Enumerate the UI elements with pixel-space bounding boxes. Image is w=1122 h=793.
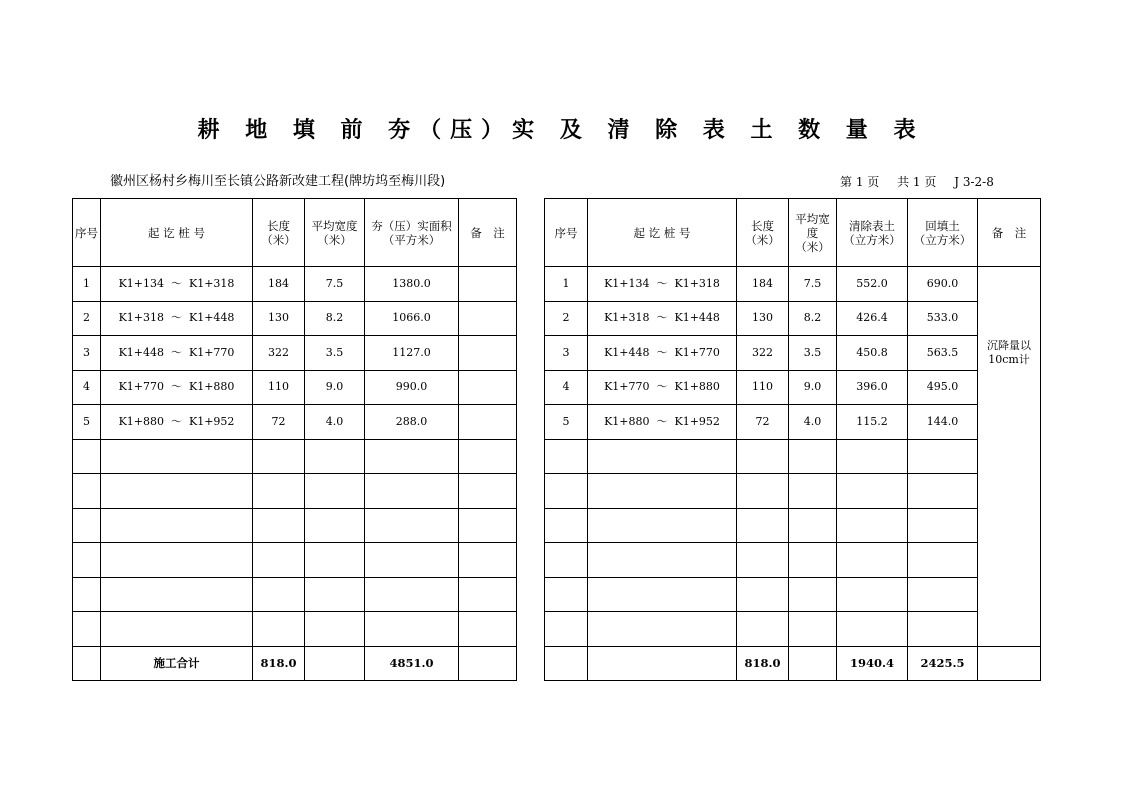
empty-cell: [73, 508, 101, 543]
page-info: [840, 174, 1008, 190]
stake-sep: ～: [171, 311, 182, 325]
total-backfill: 2425.5: [908, 646, 978, 681]
width-cell: 4.0: [789, 405, 837, 440]
stake-end: K1+770: [189, 345, 235, 359]
empty-cell: [365, 577, 459, 612]
page-total: 共 1 页: [897, 175, 937, 189]
empty-cell: [908, 612, 978, 647]
clear-cell: 552.0: [837, 267, 908, 302]
width-cell: 7.5: [305, 267, 365, 302]
empty-cell: [789, 646, 837, 681]
seq-cell: 3: [545, 336, 588, 371]
remark-note: 沉降量以 10cm计: [978, 267, 1041, 647]
backfill-cell: 144.0: [908, 405, 978, 440]
area-cell: 1127.0: [365, 336, 459, 371]
empty-cell: [908, 543, 978, 578]
stake-start: K1+770: [118, 380, 164, 394]
empty-cell: [459, 508, 517, 543]
empty-cell: [73, 474, 101, 509]
header-stake: 起 讫 桩 号: [588, 199, 737, 267]
empty-cell: [737, 439, 789, 474]
stake-range: [588, 405, 737, 440]
empty-cell: [253, 439, 305, 474]
table-row: [73, 336, 517, 371]
stake-end: K1+880: [189, 380, 235, 394]
empty-cell: [908, 577, 978, 612]
empty-cell: [101, 474, 253, 509]
clear-cell: 426.4: [837, 301, 908, 336]
remark-cell: [459, 405, 517, 440]
seq-cell: 1: [545, 267, 588, 302]
header-row: [545, 199, 1041, 267]
stake-range: [101, 336, 253, 371]
empty-row: [73, 474, 517, 509]
topsoil-table: [544, 198, 1041, 681]
stake-end: K1+448: [674, 311, 720, 325]
empty-row: [545, 612, 1041, 647]
length-cell: 184: [737, 267, 789, 302]
empty-row: [545, 508, 1041, 543]
empty-cell: [789, 508, 837, 543]
stake-sep: ～: [656, 276, 668, 290]
length-cell: 184: [253, 267, 305, 302]
header-length: 长度 （米）: [737, 199, 789, 267]
empty-cell: [789, 474, 837, 509]
stake-sep: ～: [656, 345, 668, 359]
empty-cell: [459, 439, 517, 474]
header-seq: 序号: [73, 199, 101, 267]
empty-cell: [545, 646, 588, 681]
empty-cell: [73, 577, 101, 612]
empty-cell: [305, 612, 365, 647]
stake-start: K1+880: [118, 414, 164, 428]
stake-range: [101, 267, 253, 302]
empty-cell: [545, 474, 588, 509]
total-area: 4851.0: [365, 646, 459, 681]
stake-sep: ～: [656, 380, 668, 394]
empty-cell: [908, 508, 978, 543]
empty-cell: [588, 474, 737, 509]
empty-cell: [789, 612, 837, 647]
empty-cell: [837, 474, 908, 509]
length-cell: 110: [253, 370, 305, 405]
stake-range: [588, 301, 737, 336]
backfill-cell: 563.5: [908, 336, 978, 371]
empty-cell: [253, 612, 305, 647]
stake-end: K1+318: [674, 276, 720, 290]
width-cell: 8.2: [789, 301, 837, 336]
width-cell: 7.5: [789, 267, 837, 302]
empty-row: [73, 543, 517, 578]
stake-sep: ～: [656, 414, 668, 428]
seq-cell: 5: [73, 405, 101, 440]
seq-cell: 2: [73, 301, 101, 336]
backfill-cell: 495.0: [908, 370, 978, 405]
width-cell: 4.0: [305, 405, 365, 440]
empty-cell: [588, 612, 737, 647]
stake-end: K1+770: [674, 345, 720, 359]
stake-end: K1+952: [189, 414, 235, 428]
seq-cell: 4: [545, 370, 588, 405]
table-row: [73, 405, 517, 440]
empty-cell: [73, 612, 101, 647]
stake-sep: ～: [656, 311, 668, 325]
total-row: [545, 646, 1041, 681]
empty-cell: [837, 439, 908, 474]
empty-cell: [305, 508, 365, 543]
empty-cell: [305, 543, 365, 578]
empty-cell: [101, 543, 253, 578]
length-cell: 130: [737, 301, 789, 336]
length-cell: 322: [737, 336, 789, 371]
total-clear: 1940.4: [837, 646, 908, 681]
empty-cell: [588, 646, 737, 681]
empty-cell: [737, 577, 789, 612]
seq-cell: 5: [545, 405, 588, 440]
stake-start: K1+134: [604, 276, 650, 290]
empty-cell: [837, 508, 908, 543]
empty-cell: [73, 646, 101, 681]
area-cell: 1380.0: [365, 267, 459, 302]
empty-cell: [459, 612, 517, 647]
total-label: 施工合计: [101, 646, 253, 681]
total-length: 818.0: [737, 646, 789, 681]
stake-sep: ～: [171, 380, 182, 394]
header-clear: 清除表土 （立方米）: [837, 199, 908, 267]
empty-cell: [978, 646, 1041, 681]
backfill-cell: 690.0: [908, 267, 978, 302]
empty-row: [545, 474, 1041, 509]
empty-cell: [908, 474, 978, 509]
empty-cell: [588, 543, 737, 578]
empty-row: [73, 612, 517, 647]
empty-cell: [101, 577, 253, 612]
width-cell: 8.2: [305, 301, 365, 336]
stake-end: K1+318: [189, 276, 235, 290]
empty-cell: [305, 439, 365, 474]
page-number: 第 1 页: [840, 175, 880, 189]
clear-cell: 450.8: [837, 336, 908, 371]
table-row: [73, 301, 517, 336]
backfill-cell: 533.0: [908, 301, 978, 336]
area-cell: 288.0: [365, 405, 459, 440]
header-backfill: 回填土 （立方米）: [908, 199, 978, 267]
table-row: [73, 370, 517, 405]
length-cell: 72: [737, 405, 789, 440]
table-row: [73, 267, 517, 302]
empty-row: [73, 439, 517, 474]
empty-row: [545, 543, 1041, 578]
table-row: [545, 301, 1041, 336]
header-remark: 备 注: [459, 199, 517, 267]
stake-end: K1+952: [674, 414, 720, 428]
empty-cell: [253, 474, 305, 509]
stake-start: K1+134: [118, 276, 164, 290]
empty-cell: [459, 474, 517, 509]
empty-cell: [737, 474, 789, 509]
header-length: 长度 （米）: [253, 199, 305, 267]
empty-cell: [73, 439, 101, 474]
empty-cell: [365, 543, 459, 578]
stake-range: [588, 336, 737, 371]
seq-cell: 4: [73, 370, 101, 405]
total-length: 818.0: [253, 646, 305, 681]
header-remark: 备 注: [978, 199, 1041, 267]
stake-start: K1+318: [604, 311, 650, 325]
empty-cell: [545, 577, 588, 612]
table-row: [545, 267, 1041, 302]
empty-cell: [737, 543, 789, 578]
stake-range: [101, 370, 253, 405]
stake-start: K1+448: [118, 345, 164, 359]
empty-cell: [908, 439, 978, 474]
seq-cell: 2: [545, 301, 588, 336]
remark-cell: [459, 370, 517, 405]
stake-sep: ～: [171, 414, 182, 428]
empty-row: [73, 508, 517, 543]
empty-cell: [365, 439, 459, 474]
empty-cell: [545, 543, 588, 578]
empty-row: [545, 439, 1041, 474]
seq-cell: 3: [73, 336, 101, 371]
empty-row: [545, 577, 1041, 612]
empty-cell: [365, 474, 459, 509]
compaction-table: [72, 198, 517, 681]
empty-cell: [545, 508, 588, 543]
header-width: 平均宽度 （米）: [305, 199, 365, 267]
empty-cell: [101, 612, 253, 647]
clear-cell: 115.2: [837, 405, 908, 440]
stake-end: K1+880: [674, 380, 720, 394]
stake-start: K1+770: [604, 380, 650, 394]
empty-cell: [459, 646, 517, 681]
header-stake: 起 讫 桩 号: [101, 199, 253, 267]
empty-cell: [73, 543, 101, 578]
length-cell: 110: [737, 370, 789, 405]
empty-cell: [101, 508, 253, 543]
empty-cell: [305, 577, 365, 612]
empty-cell: [253, 508, 305, 543]
empty-cell: [737, 612, 789, 647]
empty-cell: [545, 612, 588, 647]
remark-cell: [459, 301, 517, 336]
empty-cell: [253, 543, 305, 578]
empty-cell: [837, 577, 908, 612]
empty-cell: [459, 543, 517, 578]
stake-start: K1+880: [604, 414, 650, 428]
empty-cell: [789, 543, 837, 578]
empty-cell: [253, 577, 305, 612]
remark-cell: [459, 336, 517, 371]
empty-cell: [459, 577, 517, 612]
stake-sep: ～: [171, 276, 182, 290]
empty-cell: [837, 543, 908, 578]
stake-range: [588, 267, 737, 302]
area-cell: 1066.0: [365, 301, 459, 336]
width-cell: 9.0: [789, 370, 837, 405]
stake-sep: ～: [171, 345, 182, 359]
width-cell: 3.5: [305, 336, 365, 371]
table-row: [545, 336, 1041, 371]
stake-start: K1+448: [604, 345, 650, 359]
empty-cell: [305, 474, 365, 509]
length-cell: 322: [253, 336, 305, 371]
remark-cell: [459, 267, 517, 302]
width-cell: 9.0: [305, 370, 365, 405]
empty-cell: [588, 577, 737, 612]
empty-cell: [365, 508, 459, 543]
header-seq: 序号: [545, 199, 588, 267]
stake-end: K1+448: [189, 311, 235, 325]
header-row: [73, 199, 517, 267]
empty-cell: [837, 612, 908, 647]
empty-cell: [545, 439, 588, 474]
seq-cell: 1: [73, 267, 101, 302]
stake-range: [588, 370, 737, 405]
length-cell: 130: [253, 301, 305, 336]
empty-cell: [789, 577, 837, 612]
empty-row: [73, 577, 517, 612]
clear-cell: 396.0: [837, 370, 908, 405]
empty-cell: [101, 439, 253, 474]
empty-cell: [365, 612, 459, 647]
width-cell: 3.5: [789, 336, 837, 371]
length-cell: 72: [253, 405, 305, 440]
stake-range: [101, 405, 253, 440]
drawing-code: J 3-2-8: [954, 175, 994, 189]
header-area: 夯（压）实面积 （平方米）: [365, 199, 459, 267]
table-row: [545, 405, 1041, 440]
page-title: 耕 地 填 前 夯（压）实 及 清 除 表 土 数 量 表: [197, 118, 925, 143]
empty-cell: [588, 508, 737, 543]
area-cell: 990.0: [365, 370, 459, 405]
stake-start: K1+318: [118, 311, 164, 325]
empty-cell: [588, 439, 737, 474]
project-name: 徽州区杨村乡梅川至长镇公路新改建工程(牌坊坞至梅川段): [110, 174, 446, 189]
total-row: [73, 646, 517, 681]
stake-range: [101, 301, 253, 336]
empty-cell: [305, 646, 365, 681]
table-row: [545, 370, 1041, 405]
empty-cell: [737, 508, 789, 543]
empty-cell: [789, 439, 837, 474]
header-width: 平均宽 度 （米）: [789, 199, 837, 267]
